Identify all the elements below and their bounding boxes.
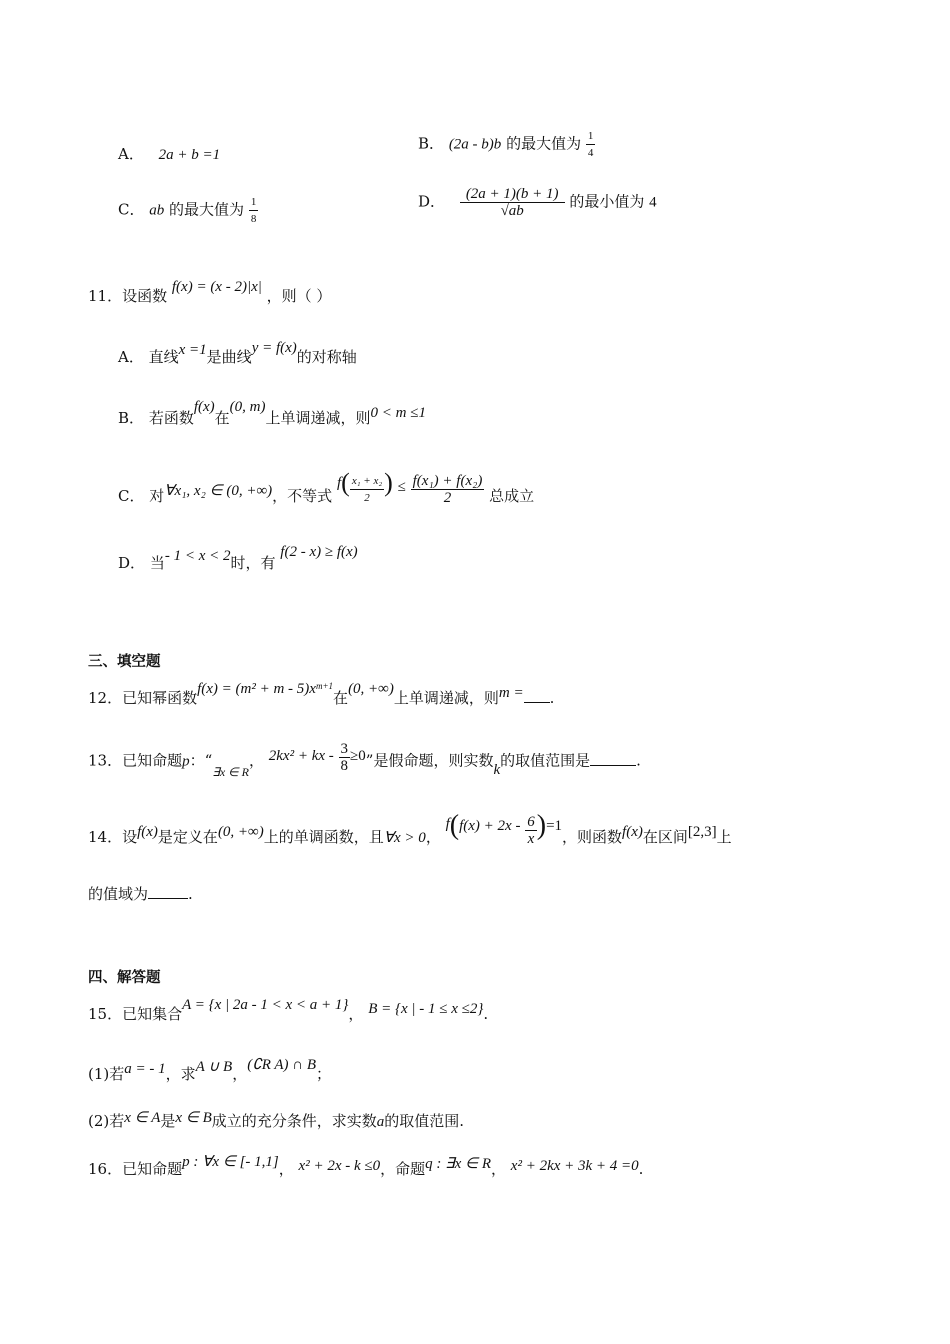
text: ， xyxy=(232,1065,248,1083)
math-expr: x ∈ B xyxy=(175,1110,212,1126)
math-expr: p xyxy=(182,753,190,770)
numerator: 1 xyxy=(249,194,259,211)
fraction xyxy=(249,194,259,227)
math-expr: ab xyxy=(149,202,165,219)
math-expr: x² + 2x - k ≤0 xyxy=(298,1158,381,1174)
text: ， xyxy=(491,1160,507,1178)
math-expr: ≥0 xyxy=(350,747,366,764)
denominator: 2 xyxy=(443,489,452,506)
paren-right: ) xyxy=(384,468,393,497)
q15-part1 xyxy=(88,1057,332,1084)
text: 在区间 xyxy=(642,828,688,846)
text: ， xyxy=(278,1160,294,1178)
option-label: B． xyxy=(418,134,445,153)
text: ，不等式 xyxy=(272,487,333,505)
q14-line2 xyxy=(88,883,193,904)
text: 15．已知集合 xyxy=(88,1005,183,1023)
math-expr: x ∈ A xyxy=(124,1110,161,1126)
math-expr: y = f(x) xyxy=(251,340,297,356)
option-label: C． xyxy=(118,200,145,219)
text: 12．已知幂函数 xyxy=(88,689,198,707)
text: 上 xyxy=(716,828,732,846)
q15 xyxy=(88,997,489,1024)
math-expr: f(x) xyxy=(137,824,158,840)
math-expr: a = - 1 xyxy=(124,1061,166,1077)
option-label: A． xyxy=(118,145,144,163)
numerator: x₁ + x₂ xyxy=(350,473,384,490)
answer-blank[interactable] xyxy=(590,751,636,766)
text: 13．已知命题 xyxy=(88,751,183,770)
fraction xyxy=(339,741,351,774)
option-label: C． xyxy=(118,487,145,505)
numerator: (2a + 1)(b + 1) xyxy=(460,186,565,203)
math-expr: ∀x₁, x₂ ∈ (0, +∞) xyxy=(164,483,273,499)
q10-option-d xyxy=(418,186,657,219)
text: ：“ xyxy=(189,751,213,770)
math-expr: - 1 < x < 2 xyxy=(164,548,231,564)
paren-left: ( xyxy=(449,810,460,841)
text: ， xyxy=(348,1005,364,1023)
math-expr: f xyxy=(445,816,450,832)
text: 的对称轴 xyxy=(296,348,357,366)
text: 是曲线 xyxy=(206,348,252,366)
q11-option-c xyxy=(118,468,535,514)
question-tail: ，则（ ） xyxy=(266,287,332,305)
math-expr: p : ∀x ∈ [- 1,1] xyxy=(182,1154,279,1170)
text: ，命题 xyxy=(380,1160,426,1178)
denominator: 8 xyxy=(340,758,349,774)
text: 16．已知命题 xyxy=(88,1160,183,1178)
q16 xyxy=(88,1154,644,1179)
math-expr: (∁R A) ∩ B xyxy=(247,1057,317,1073)
math-expr: B = {x | - 1 ≤ x ≤2} xyxy=(368,1001,484,1017)
text: 的值域为 xyxy=(88,885,149,903)
option-label: D． xyxy=(118,554,146,572)
math-expr: ∀x > 0 xyxy=(383,830,426,846)
math-expr: A ∪ B xyxy=(195,1059,233,1075)
text: . xyxy=(188,885,193,903)
text: 在 xyxy=(214,409,230,427)
q11-stem xyxy=(88,279,332,306)
section-title: 四、解答题 xyxy=(88,970,161,986)
numerator: 3 xyxy=(340,741,349,757)
option-label: A． xyxy=(118,348,144,366)
text: 时，有 xyxy=(230,554,276,572)
q10-option-a xyxy=(118,143,220,164)
math-expr: ∃x ∈ R xyxy=(212,764,249,779)
math-expr: a xyxy=(376,1114,385,1130)
math-expr: f(x) = (x - 2)|x| xyxy=(171,279,262,295)
fraction xyxy=(525,814,537,847)
paren-left: ( xyxy=(341,468,350,497)
q14 xyxy=(88,810,732,855)
denominator: 8 xyxy=(250,213,257,225)
math-expr: f(x) xyxy=(622,824,643,840)
relation: ≤ xyxy=(397,479,406,495)
text: 直线 xyxy=(148,348,179,366)
text: 上单调递减，则 xyxy=(265,409,371,427)
text: 总成立 xyxy=(489,487,535,505)
denominator: x xyxy=(527,830,535,847)
math-expr: 2a + b =1 xyxy=(158,147,221,163)
math-expr: (0, m) xyxy=(229,399,266,415)
math-expr: m = xyxy=(498,685,524,701)
text: 在 xyxy=(333,689,349,707)
q13 xyxy=(88,741,641,779)
numerator: 1 xyxy=(586,128,596,145)
math-expr: 0 < m ≤1 xyxy=(370,405,426,421)
text: ，求 xyxy=(165,1065,196,1083)
text: 的取值范围是 xyxy=(500,751,591,770)
text: ， xyxy=(425,828,441,846)
option-text: 的最大值为 xyxy=(506,134,582,153)
math-expr: f(x) = (m² + m - 5)x xyxy=(197,681,316,697)
fraction xyxy=(411,473,485,506)
text: 若函数 xyxy=(148,409,194,427)
text: 的取值范围. xyxy=(384,1112,465,1130)
math-expr: f xyxy=(336,475,342,491)
math-expr: (0, +∞) xyxy=(348,681,394,697)
text: 14．设 xyxy=(88,828,138,846)
answer-blank[interactable] xyxy=(524,688,550,703)
math-expr: x =1 xyxy=(178,342,207,358)
text: 上的单调函数，且 xyxy=(263,828,384,846)
text: 当 xyxy=(149,554,165,572)
q11-option-a xyxy=(118,340,357,367)
numerator: f(x₁) + f(x₂) xyxy=(412,472,483,489)
math-expr: (0, +∞) xyxy=(217,824,264,840)
answer-blank[interactable] xyxy=(148,884,188,899)
math-expr: q : ∃x ∈ R xyxy=(425,1156,491,1172)
text: ”是假命题，则实数 xyxy=(365,751,494,770)
q15-part2 xyxy=(88,1110,464,1131)
denominator: 4 xyxy=(587,147,594,159)
section-title: 三、填空题 xyxy=(88,654,161,670)
math-expr: (2a - b)b xyxy=(448,136,502,153)
fraction xyxy=(350,473,384,506)
math-expr: f(x) xyxy=(193,399,215,415)
text: ； xyxy=(316,1065,332,1083)
paren-right: ) xyxy=(536,810,547,841)
option-text: 的最大值为 xyxy=(169,200,245,219)
q11-option-b xyxy=(118,399,426,428)
fraction xyxy=(460,186,565,219)
option-label: D． xyxy=(418,192,446,211)
q10-option-b xyxy=(418,128,595,161)
text: 上单调递减，则 xyxy=(393,689,499,707)
math-expr: x² + 2kx + 3k + 4 =0 xyxy=(510,1158,639,1174)
text: . xyxy=(638,1160,644,1178)
denominator: √ab xyxy=(500,203,524,219)
question-number: 11．设函数 xyxy=(88,287,168,305)
denominator: 2 xyxy=(364,491,370,504)
text: 是定义在 xyxy=(157,828,218,846)
math-expr: f(2 - x) ≥ f(x) xyxy=(280,544,358,560)
text: ， xyxy=(248,751,264,770)
text: (1)若 xyxy=(88,1065,125,1083)
math-expr: f(x) + 2x - xyxy=(459,818,521,834)
option-label: B． xyxy=(118,409,145,427)
math-expr: k xyxy=(493,761,501,778)
text: 是 xyxy=(160,1112,176,1130)
numerator: 6 xyxy=(527,813,535,830)
math-expr: A = {x | 2a - 1 < x < a + 1} xyxy=(182,997,349,1013)
text: 对 xyxy=(149,487,165,505)
text: 成立的充分条件，求实数 xyxy=(211,1112,377,1130)
math-expr: [2,3] xyxy=(687,824,717,840)
text: . xyxy=(549,689,555,707)
option-value: 4 xyxy=(649,194,657,211)
math-expr: =1 xyxy=(546,818,563,834)
q10-option-c xyxy=(118,194,258,227)
q12 xyxy=(88,681,555,708)
text: (2)若 xyxy=(88,1112,125,1130)
math-expr: 2kx² + kx - xyxy=(268,747,334,764)
text: . xyxy=(636,751,641,770)
text: . xyxy=(483,1005,489,1023)
q11-option-d xyxy=(118,544,358,573)
exponent: m+1 xyxy=(315,681,334,691)
option-text: 的最小值为 xyxy=(569,192,645,211)
text: ，则函数 xyxy=(562,828,623,846)
fraction xyxy=(586,128,596,161)
